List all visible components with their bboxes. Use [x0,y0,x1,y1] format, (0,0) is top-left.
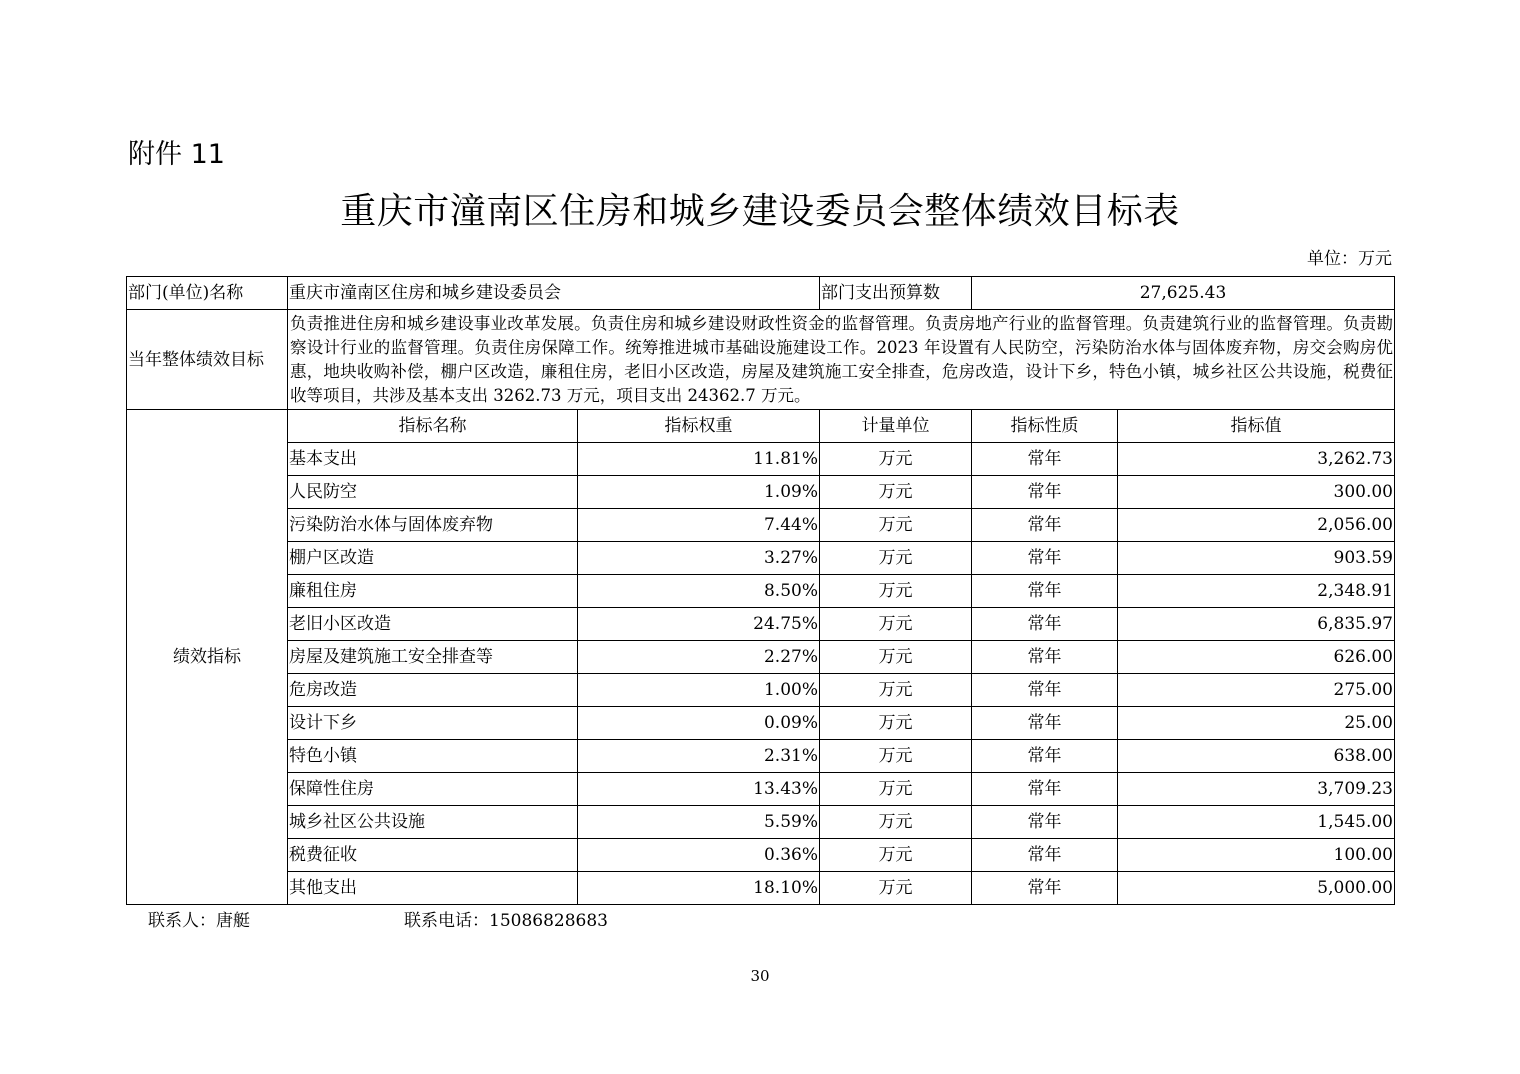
budget-value-cell: 27,625.43 [972,277,1395,310]
indicator-value-cell: 2,056.00 [1118,509,1395,542]
indicator-unit-cell: 万元 [820,542,972,575]
goal-label-cell: 当年整体绩效目标 [127,310,288,410]
indicator-weight-cell: 7.44% [578,509,820,542]
indicator-name-cell: 棚户区改造 [288,542,578,575]
indicator-name-cell: 基本支出 [288,443,578,476]
indicator-value-cell: 638.00 [1118,740,1395,773]
indicator-name-cell: 保障性住房 [288,773,578,806]
page-number: 30 [750,967,770,985]
goal-row [127,310,1395,410]
indicator-row [127,443,1395,476]
indicator-nature-cell: 常年 [972,443,1118,476]
indicator-row [127,575,1395,608]
indicator-unit-cell: 万元 [820,575,972,608]
indicator-name-cell: 城乡社区公共设施 [288,806,578,839]
indicator-row [127,476,1395,509]
indicator-name-cell: 危房改造 [288,674,578,707]
indicators-section-label: 绩效指标 [127,410,288,905]
indicator-row [127,674,1395,707]
indicator-nature-cell: 常年 [972,740,1118,773]
indicator-nature-cell: 常年 [972,575,1118,608]
unit-label: 单位：万元 [1307,249,1392,269]
indicator-header-row [127,410,1395,443]
indicator-nature-cell: 常年 [972,773,1118,806]
indicator-weight-cell: 3.27% [578,542,820,575]
indicator-nature-cell: 常年 [972,674,1118,707]
indicator-nature-cell: 常年 [972,608,1118,641]
indicator-nature-cell: 常年 [972,542,1118,575]
indicator-weight-cell: 2.31% [578,740,820,773]
contact-person: 联系人：唐艇 [148,911,250,931]
indicator-row [127,872,1395,905]
indicator-unit-cell: 万元 [820,674,972,707]
indicator-weight-cell: 0.09% [578,707,820,740]
indicator-unit-cell: 万元 [820,476,972,509]
indicator-name-cell: 房屋及建筑施工安全排查等 [288,641,578,674]
column-header-weight: 指标权重 [578,410,820,443]
indicator-nature-cell: 常年 [972,707,1118,740]
indicator-name-cell: 老旧小区改造 [288,608,578,641]
indicator-value-cell: 1,545.00 [1118,806,1395,839]
indicator-unit-cell: 万元 [820,443,972,476]
dept-label-cell: 部门(单位)名称 [127,277,288,310]
indicator-weight-cell: 0.36% [578,839,820,872]
indicator-value-cell: 100.00 [1118,839,1395,872]
indicator-name-cell: 设计下乡 [288,707,578,740]
indicator-weight-cell: 24.75% [578,608,820,641]
indicator-weight-cell: 13.43% [578,773,820,806]
indicator-name-cell: 人民防空 [288,476,578,509]
indicator-name-cell: 其他支出 [288,872,578,905]
indicator-name-cell: 税费征收 [288,839,578,872]
indicator-value-cell: 3,262.73 [1118,443,1395,476]
indicator-row [127,542,1395,575]
indicator-unit-cell: 万元 [820,740,972,773]
document-title: 重庆市潼南区住房和城乡建设委员会整体绩效目标表 [340,191,1180,232]
indicator-weight-cell: 11.81% [578,443,820,476]
indicator-value-cell: 275.00 [1118,674,1395,707]
indicator-nature-cell: 常年 [972,872,1118,905]
indicator-unit-cell: 万元 [820,773,972,806]
indicator-value-cell: 25.00 [1118,707,1395,740]
indicator-nature-cell: 常年 [972,476,1118,509]
indicator-row [127,773,1395,806]
indicator-unit-cell: 万元 [820,872,972,905]
indicator-weight-cell: 8.50% [578,575,820,608]
indicator-row [127,806,1395,839]
indicator-value-cell: 626.00 [1118,641,1395,674]
indicator-nature-cell: 常年 [972,806,1118,839]
indicator-unit-cell: 万元 [820,707,972,740]
indicator-row [127,509,1395,542]
attachment-label: 附件 11 [128,139,225,170]
indicator-name-cell: 污染防治水体与固体废弃物 [288,509,578,542]
indicator-row [127,707,1395,740]
indicator-value-cell: 300.00 [1118,476,1395,509]
indicator-nature-cell: 常年 [972,641,1118,674]
indicator-nature-cell: 常年 [972,839,1118,872]
indicator-row [127,641,1395,674]
contact-phone: 联系电话：15086828683 [404,911,608,931]
indicator-value-cell: 5,000.00 [1118,872,1395,905]
indicator-name-cell: 廉租住房 [288,575,578,608]
indicator-value-cell: 2,348.91 [1118,575,1395,608]
column-header-value: 指标值 [1118,410,1395,443]
column-header-name: 指标名称 [288,410,578,443]
dept-row [127,277,1395,310]
column-header-nature: 指标性质 [972,410,1118,443]
indicator-name-cell: 特色小镇 [288,740,578,773]
performance-table [126,276,1395,905]
goal-text-cell: 负责推进住房和城乡建设事业改革发展。负责住房和城乡建设财政性资金的监督管理。负责房地产行业的监督管理。负责建筑行业的监督管理。负责勘察设计行业的监督管理。负责住房保障工作。统筹推进城市基础设施建设工作。2023 年设置有人民防空，污染防治水体与固体废弃物，房交会购房优惠，地块收购补偿，棚户区改造，廉租住房，老旧小区改造，房屋及建筑施工安全排查，危房改造，设计下乡，特色小镇，城乡社区公共设施，税费征收等项目，共涉及基本支出 3262.73 万元，项目支出 24362.7 万元。 [288,310,1395,410]
indicator-unit-cell: 万元 [820,608,972,641]
indicator-weight-cell: 5.59% [578,806,820,839]
indicator-row [127,608,1395,641]
indicator-nature-cell: 常年 [972,509,1118,542]
indicator-unit-cell: 万元 [820,641,972,674]
indicator-unit-cell: 万元 [820,839,972,872]
indicator-weight-cell: 18.10% [578,872,820,905]
indicator-row [127,740,1395,773]
indicator-weight-cell: 1.00% [578,674,820,707]
dept-name-cell: 重庆市潼南区住房和城乡建设委员会 [288,277,820,310]
indicator-unit-cell: 万元 [820,509,972,542]
budget-label-cell: 部门支出预算数 [820,277,972,310]
indicator-row [127,839,1395,872]
column-header-unit: 计量单位 [820,410,972,443]
indicator-value-cell: 3,709.23 [1118,773,1395,806]
indicator-weight-cell: 1.09% [578,476,820,509]
indicator-value-cell: 903.59 [1118,542,1395,575]
indicator-value-cell: 6,835.97 [1118,608,1395,641]
indicator-weight-cell: 2.27% [578,641,820,674]
indicator-unit-cell: 万元 [820,806,972,839]
